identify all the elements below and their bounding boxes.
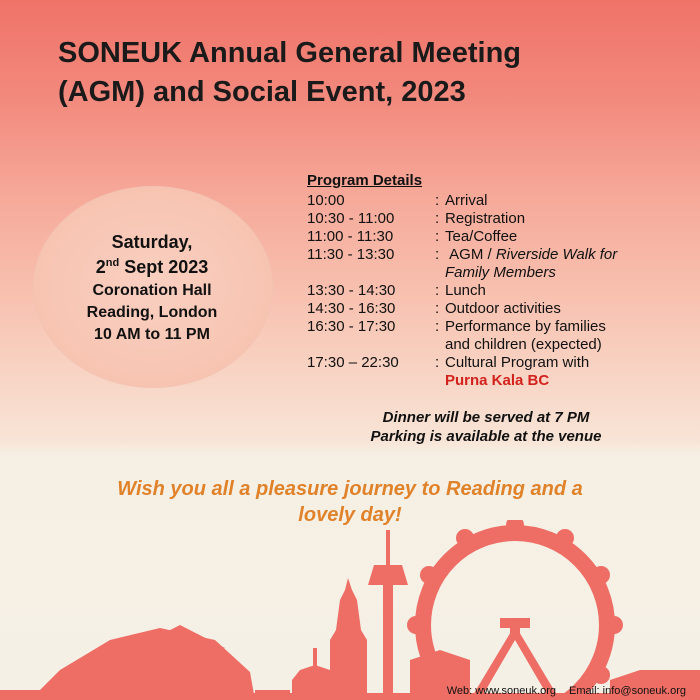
event-info xyxy=(33,230,271,346)
program-activity: Registration xyxy=(445,210,526,227)
program-time: 16:30 - 17:30 xyxy=(307,318,396,335)
pagoda-wall xyxy=(0,628,255,700)
wish-line-2: lovely day! xyxy=(298,504,402,526)
program-activity: Cultural Program with xyxy=(445,354,590,371)
program-time: 11:00 - 11:30 xyxy=(307,228,394,245)
skyline-illustration xyxy=(0,520,700,700)
program-time: 10:30 - 11:00 xyxy=(307,210,395,227)
event-location: Reading, London xyxy=(86,304,218,321)
program-row xyxy=(307,282,687,300)
program-activity: Performance by families xyxy=(445,318,606,335)
footer-email: Email: info@soneuk.org xyxy=(569,685,686,697)
ferris-wheel-hub xyxy=(500,618,530,635)
dinner-note: Dinner will be served at 7 PM xyxy=(382,409,590,426)
parking-note: Parking is available at the venue xyxy=(370,428,602,445)
program-separator: : xyxy=(435,354,440,371)
title-line-2: (AGM) and Social Event, 2023 xyxy=(58,76,466,108)
program-separator: : xyxy=(435,300,440,317)
event-date-suffix: nd xyxy=(105,257,120,269)
central-spire xyxy=(330,578,367,700)
program-time: 13:30 - 14:30 xyxy=(307,282,396,299)
event-date xyxy=(33,254,271,280)
program-activity xyxy=(445,246,687,264)
tower-pod xyxy=(368,565,408,585)
program-separator: : xyxy=(435,282,440,299)
program-activity-agm: AGM / xyxy=(449,246,496,263)
poster-footer xyxy=(437,685,686,697)
wish-line-1: Wish you all a pleasure journey to Reading and a xyxy=(117,478,583,500)
event-hours: 10 AM to 11 PM xyxy=(94,326,210,343)
program-activity: Outdoor activities xyxy=(445,300,561,317)
event-date-rest: Sept 2023 xyxy=(119,257,209,277)
program-time: 14:30 - 16:30 xyxy=(307,300,396,317)
footer-web: Web: www.soneuk.org xyxy=(446,685,556,697)
program-separator: : xyxy=(435,228,440,245)
program-row xyxy=(307,318,687,336)
program-row xyxy=(307,354,687,372)
program-separator: : xyxy=(435,192,440,209)
poster-title xyxy=(58,34,678,112)
tower-shaft xyxy=(383,585,393,700)
program-activity: Tea/Coffee xyxy=(445,228,518,245)
program-separator: : xyxy=(435,318,440,335)
program-heading: Program Details xyxy=(307,172,423,189)
program-details xyxy=(307,172,687,390)
program-continuation: Family Members xyxy=(445,264,556,281)
performer-name: Purna Kala BC xyxy=(445,372,550,389)
program-separator: : xyxy=(435,246,440,263)
program-time: 10:00 xyxy=(307,192,345,209)
title-line-1: SONEUK Annual General Meeting xyxy=(58,37,521,69)
program-row xyxy=(307,228,687,246)
program-time: 11:30 - 13:30 xyxy=(307,246,395,263)
program-activity: Lunch xyxy=(445,282,486,299)
program-continuation: and children (expected) xyxy=(445,336,602,353)
event-day: Saturday, xyxy=(111,232,193,252)
event-venue: Coronation Hall xyxy=(92,282,212,299)
program-row xyxy=(307,246,687,264)
program-activity-walk: Riverside Walk for xyxy=(495,246,618,263)
event-notes xyxy=(300,408,672,446)
program-row xyxy=(307,210,687,228)
program-activity: Arrival xyxy=(445,192,488,209)
program-row xyxy=(307,300,687,318)
program-time: 17:30 – 22:30 xyxy=(307,354,399,371)
event-date-number: 2 xyxy=(95,257,106,277)
program-row xyxy=(307,192,687,210)
program-separator: : xyxy=(435,210,440,227)
